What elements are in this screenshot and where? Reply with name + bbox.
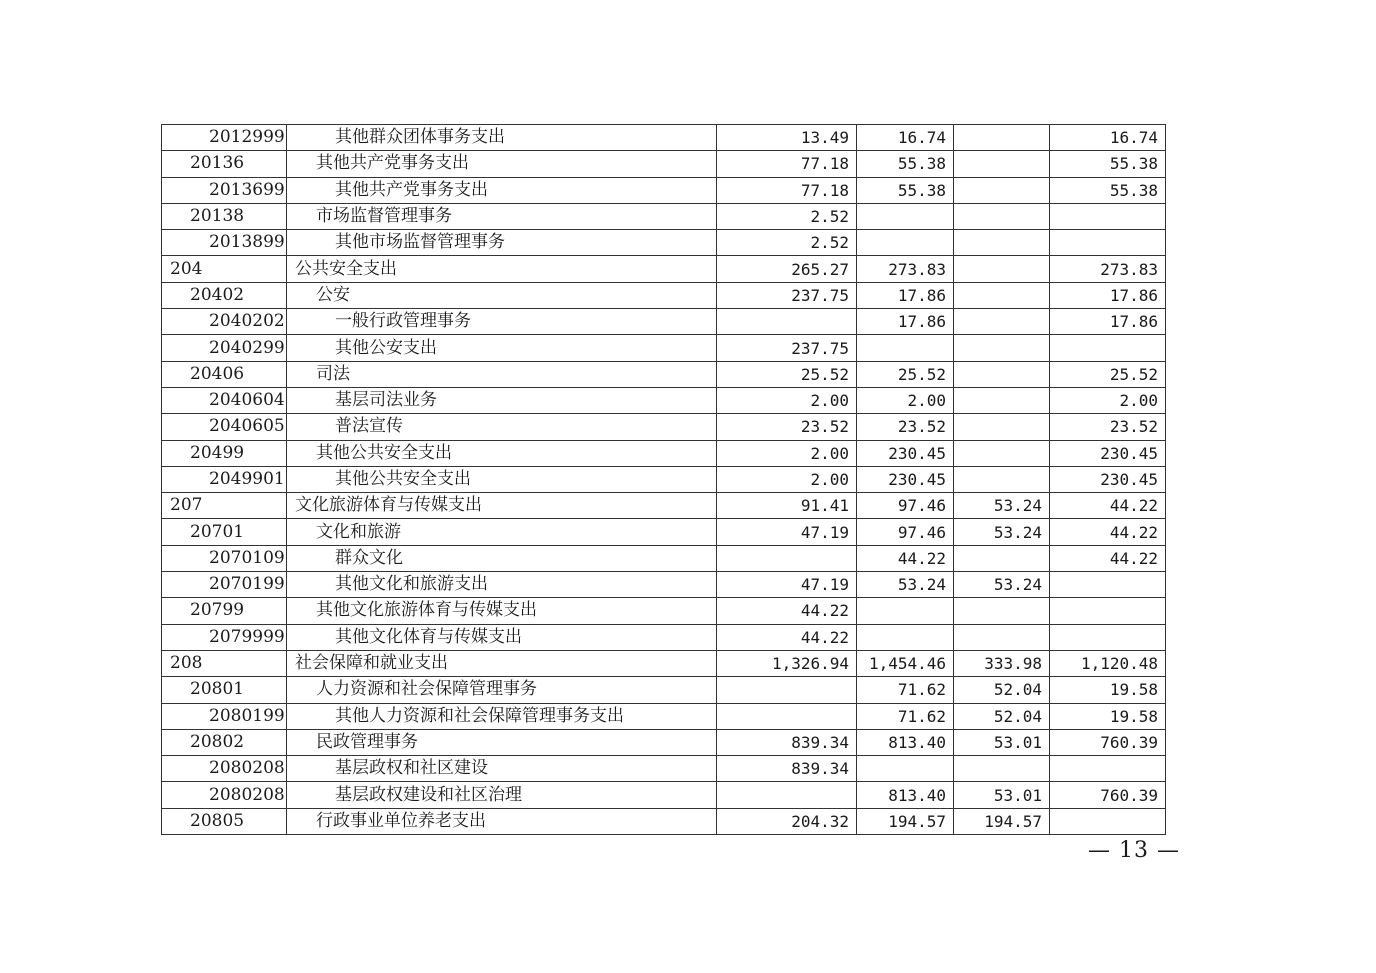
subject-code-cell: 2040202 bbox=[162, 309, 287, 335]
subject-code-cell: 20136 bbox=[162, 151, 287, 177]
table-row bbox=[162, 440, 1166, 466]
amount-cell-col3 bbox=[954, 598, 1050, 624]
amount-cell-col3: 52.04 bbox=[954, 703, 1050, 729]
subject-code-cell: 20805 bbox=[162, 808, 287, 834]
amount-cell-col4 bbox=[1050, 572, 1166, 598]
amount-cell-col3 bbox=[954, 387, 1050, 413]
subject-name-cell: 其他共产党事务支出 bbox=[287, 177, 717, 203]
table-row bbox=[162, 493, 1166, 519]
amount-cell-col3: 53.24 bbox=[954, 519, 1050, 545]
subject-code-cell: 208 bbox=[162, 650, 287, 676]
amount-cell-col2 bbox=[857, 756, 954, 782]
page-number: — 13 — bbox=[1088, 838, 1180, 863]
subject-code-cell: 20802 bbox=[162, 729, 287, 755]
amount-cell-col2: 71.62 bbox=[857, 677, 954, 703]
amount-cell-col4: 230.45 bbox=[1050, 466, 1166, 492]
subject-code-cell: 2013699 bbox=[162, 177, 287, 203]
amount-cell-col3: 53.01 bbox=[954, 729, 1050, 755]
table-row bbox=[162, 309, 1166, 335]
subject-code-cell: 2040604 bbox=[162, 387, 287, 413]
amount-cell-col3 bbox=[954, 177, 1050, 203]
amount-cell-col4: 25.52 bbox=[1050, 361, 1166, 387]
amount-cell-col4: 44.22 bbox=[1050, 493, 1166, 519]
amount-cell-col2 bbox=[857, 230, 954, 256]
amount-cell-col3: 53.24 bbox=[954, 572, 1050, 598]
table-row bbox=[162, 282, 1166, 308]
amount-cell-col1: 44.22 bbox=[717, 598, 857, 624]
amount-cell-col4: 230.45 bbox=[1050, 440, 1166, 466]
amount-cell-col3 bbox=[954, 151, 1050, 177]
amount-cell-col1: 47.19 bbox=[717, 519, 857, 545]
table-row bbox=[162, 624, 1166, 650]
subject-code-cell: 20402 bbox=[162, 282, 287, 308]
amount-cell-col4: 760.39 bbox=[1050, 782, 1166, 808]
amount-cell-col2: 230.45 bbox=[857, 466, 954, 492]
table-row bbox=[162, 756, 1166, 782]
subject-code-cell: 2040299 bbox=[162, 335, 287, 361]
amount-cell-col2: 71.62 bbox=[857, 703, 954, 729]
amount-cell-col1: 265.27 bbox=[717, 256, 857, 282]
amount-cell-col3 bbox=[954, 466, 1050, 492]
table-row bbox=[162, 335, 1166, 361]
amount-cell-col3 bbox=[954, 545, 1050, 571]
amount-cell-col1: 1,326.94 bbox=[717, 650, 857, 676]
amount-cell-col2: 97.46 bbox=[857, 493, 954, 519]
subject-name-cell: 其他文化和旅游支出 bbox=[287, 572, 717, 598]
subject-code-cell: 2070199 bbox=[162, 572, 287, 598]
subject-name-cell: 其他共产党事务支出 bbox=[287, 151, 717, 177]
amount-cell-col1: 2.00 bbox=[717, 387, 857, 413]
amount-cell-col2: 23.52 bbox=[857, 414, 954, 440]
amount-cell-col3 bbox=[954, 414, 1050, 440]
table-row bbox=[162, 572, 1166, 598]
table-row bbox=[162, 387, 1166, 413]
subject-code-cell: 2080208 bbox=[162, 756, 287, 782]
subject-name-cell: 其他市场监督管理事务 bbox=[287, 230, 717, 256]
amount-cell-col1: 77.18 bbox=[717, 177, 857, 203]
subject-name-cell: 其他文化旅游体育与传媒支出 bbox=[287, 598, 717, 624]
amount-cell-col3 bbox=[954, 256, 1050, 282]
amount-cell-col3 bbox=[954, 309, 1050, 335]
amount-cell-col2 bbox=[857, 203, 954, 229]
amount-cell-col3: 53.01 bbox=[954, 782, 1050, 808]
amount-cell-col4 bbox=[1050, 203, 1166, 229]
table-row bbox=[162, 545, 1166, 571]
table-row bbox=[162, 677, 1166, 703]
table-row bbox=[162, 729, 1166, 755]
amount-cell-col1: 47.19 bbox=[717, 572, 857, 598]
table-row bbox=[162, 414, 1166, 440]
subject-code-cell: 204 bbox=[162, 256, 287, 282]
amount-cell-col3 bbox=[954, 361, 1050, 387]
amount-cell-col1: 237.75 bbox=[717, 335, 857, 361]
subject-name-cell: 文化和旅游 bbox=[287, 519, 717, 545]
subject-name-cell: 行政事业单位养老支出 bbox=[287, 808, 717, 834]
table-row bbox=[162, 230, 1166, 256]
amount-cell-col1 bbox=[717, 545, 857, 571]
amount-cell-col3 bbox=[954, 125, 1050, 151]
subject-name-cell: 文化旅游体育与传媒支出 bbox=[287, 493, 717, 519]
subject-name-cell: 一般行政管理事务 bbox=[287, 309, 717, 335]
amount-cell-col3 bbox=[954, 203, 1050, 229]
subject-code-cell: 20138 bbox=[162, 203, 287, 229]
amount-cell-col3 bbox=[954, 440, 1050, 466]
amount-cell-col4 bbox=[1050, 624, 1166, 650]
amount-cell-col2: 97.46 bbox=[857, 519, 954, 545]
amount-cell-col2: 55.38 bbox=[857, 151, 954, 177]
amount-cell-col2: 17.86 bbox=[857, 282, 954, 308]
amount-cell-col1: 13.49 bbox=[717, 125, 857, 151]
amount-cell-col4: 1,120.48 bbox=[1050, 650, 1166, 676]
amount-cell-col1: 44.22 bbox=[717, 624, 857, 650]
amount-cell-col4: 273.83 bbox=[1050, 256, 1166, 282]
subject-name-cell: 人力资源和社会保障管理事务 bbox=[287, 677, 717, 703]
subject-code-cell: 20499 bbox=[162, 440, 287, 466]
subject-name-cell: 社会保障和就业支出 bbox=[287, 650, 717, 676]
amount-cell-col2: 53.24 bbox=[857, 572, 954, 598]
amount-cell-col3 bbox=[954, 282, 1050, 308]
amount-cell-col4: 760.39 bbox=[1050, 729, 1166, 755]
subject-code-cell: 20799 bbox=[162, 598, 287, 624]
subject-code-cell: 20406 bbox=[162, 361, 287, 387]
budget-table-body bbox=[162, 125, 1166, 835]
subject-name-cell: 公安 bbox=[287, 282, 717, 308]
amount-cell-col2: 813.40 bbox=[857, 729, 954, 755]
subject-name-cell: 市场监督管理事务 bbox=[287, 203, 717, 229]
table-row bbox=[162, 203, 1166, 229]
amount-cell-col3 bbox=[954, 624, 1050, 650]
table-row bbox=[162, 703, 1166, 729]
amount-cell-col2: 1,454.46 bbox=[857, 650, 954, 676]
amount-cell-col1: 23.52 bbox=[717, 414, 857, 440]
amount-cell-col4: 23.52 bbox=[1050, 414, 1166, 440]
amount-cell-col1: 2.52 bbox=[717, 203, 857, 229]
amount-cell-col1: 237.75 bbox=[717, 282, 857, 308]
subject-code-cell: 20701 bbox=[162, 519, 287, 545]
amount-cell-col4: 16.74 bbox=[1050, 125, 1166, 151]
table-row bbox=[162, 808, 1166, 834]
amount-cell-col2: 194.57 bbox=[857, 808, 954, 834]
table-row bbox=[162, 125, 1166, 151]
amount-cell-col1: 77.18 bbox=[717, 151, 857, 177]
table-row bbox=[162, 782, 1166, 808]
subject-name-cell: 其他公安支出 bbox=[287, 335, 717, 361]
amount-cell-col3: 194.57 bbox=[954, 808, 1050, 834]
subject-name-cell: 基层司法业务 bbox=[287, 387, 717, 413]
amount-cell-col1 bbox=[717, 782, 857, 808]
subject-code-cell: 2080199 bbox=[162, 703, 287, 729]
table-row bbox=[162, 650, 1166, 676]
table-row bbox=[162, 519, 1166, 545]
amount-cell-col2: 44.22 bbox=[857, 545, 954, 571]
amount-cell-col1: 839.34 bbox=[717, 756, 857, 782]
table-row bbox=[162, 598, 1166, 624]
amount-cell-col1 bbox=[717, 677, 857, 703]
amount-cell-col2: 25.52 bbox=[857, 361, 954, 387]
subject-name-cell: 其他群众团体事务支出 bbox=[287, 125, 717, 151]
amount-cell-col2 bbox=[857, 624, 954, 650]
subject-name-cell: 普法宣传 bbox=[287, 414, 717, 440]
table-row bbox=[162, 256, 1166, 282]
subject-code-cell: 207 bbox=[162, 493, 287, 519]
subject-name-cell: 其他公共安全支出 bbox=[287, 466, 717, 492]
amount-cell-col2: 230.45 bbox=[857, 440, 954, 466]
table-row bbox=[162, 177, 1166, 203]
subject-code-cell: 2080208 bbox=[162, 782, 287, 808]
amount-cell-col2: 2.00 bbox=[857, 387, 954, 413]
subject-name-cell: 其他公共安全支出 bbox=[287, 440, 717, 466]
amount-cell-col4: 19.58 bbox=[1050, 677, 1166, 703]
amount-cell-col2: 55.38 bbox=[857, 177, 954, 203]
subject-name-cell: 其他文化体育与传媒支出 bbox=[287, 624, 717, 650]
amount-cell-col1: 204.32 bbox=[717, 808, 857, 834]
amount-cell-col3 bbox=[954, 230, 1050, 256]
subject-name-cell: 公共安全支出 bbox=[287, 256, 717, 282]
table-row bbox=[162, 151, 1166, 177]
budget-table bbox=[161, 124, 1166, 835]
amount-cell-col1 bbox=[717, 309, 857, 335]
amount-cell-col4 bbox=[1050, 335, 1166, 361]
amount-cell-col4 bbox=[1050, 756, 1166, 782]
amount-cell-col1: 2.52 bbox=[717, 230, 857, 256]
amount-cell-col4: 55.38 bbox=[1050, 177, 1166, 203]
subject-name-cell: 群众文化 bbox=[287, 545, 717, 571]
subject-code-cell: 2040605 bbox=[162, 414, 287, 440]
subject-code-cell: 2049901 bbox=[162, 466, 287, 492]
amount-cell-col4: 17.86 bbox=[1050, 309, 1166, 335]
table-row bbox=[162, 361, 1166, 387]
amount-cell-col1: 2.00 bbox=[717, 440, 857, 466]
amount-cell-col4: 19.58 bbox=[1050, 703, 1166, 729]
subject-name-cell: 基层政权和社区建设 bbox=[287, 756, 717, 782]
amount-cell-col2: 273.83 bbox=[857, 256, 954, 282]
amount-cell-col1 bbox=[717, 703, 857, 729]
amount-cell-col2: 17.86 bbox=[857, 309, 954, 335]
subject-name-cell: 基层政权建设和社区治理 bbox=[287, 782, 717, 808]
amount-cell-col2: 813.40 bbox=[857, 782, 954, 808]
table-row bbox=[162, 466, 1166, 492]
subject-code-cell: 2013899 bbox=[162, 230, 287, 256]
amount-cell-col3: 53.24 bbox=[954, 493, 1050, 519]
amount-cell-col1: 91.41 bbox=[717, 493, 857, 519]
amount-cell-col3: 52.04 bbox=[954, 677, 1050, 703]
subject-code-cell: 2070109 bbox=[162, 545, 287, 571]
amount-cell-col3: 333.98 bbox=[954, 650, 1050, 676]
subject-code-cell: 20801 bbox=[162, 677, 287, 703]
amount-cell-col4 bbox=[1050, 808, 1166, 834]
subject-name-cell: 民政管理事务 bbox=[287, 729, 717, 755]
subject-name-cell: 其他人力资源和社会保障管理事务支出 bbox=[287, 703, 717, 729]
subject-code-cell: 2079999 bbox=[162, 624, 287, 650]
amount-cell-col4: 44.22 bbox=[1050, 519, 1166, 545]
subject-name-cell: 司法 bbox=[287, 361, 717, 387]
amount-cell-col2: 16.74 bbox=[857, 125, 954, 151]
amount-cell-col1: 2.00 bbox=[717, 466, 857, 492]
amount-cell-col4 bbox=[1050, 230, 1166, 256]
amount-cell-col3 bbox=[954, 756, 1050, 782]
amount-cell-col4: 2.00 bbox=[1050, 387, 1166, 413]
amount-cell-col1: 839.34 bbox=[717, 729, 857, 755]
subject-code-cell: 2012999 bbox=[162, 125, 287, 151]
amount-cell-col2 bbox=[857, 598, 954, 624]
amount-cell-col2 bbox=[857, 335, 954, 361]
amount-cell-col4: 44.22 bbox=[1050, 545, 1166, 571]
amount-cell-col1: 25.52 bbox=[717, 361, 857, 387]
amount-cell-col4: 17.86 bbox=[1050, 282, 1166, 308]
amount-cell-col3 bbox=[954, 335, 1050, 361]
amount-cell-col4: 55.38 bbox=[1050, 151, 1166, 177]
amount-cell-col4 bbox=[1050, 598, 1166, 624]
